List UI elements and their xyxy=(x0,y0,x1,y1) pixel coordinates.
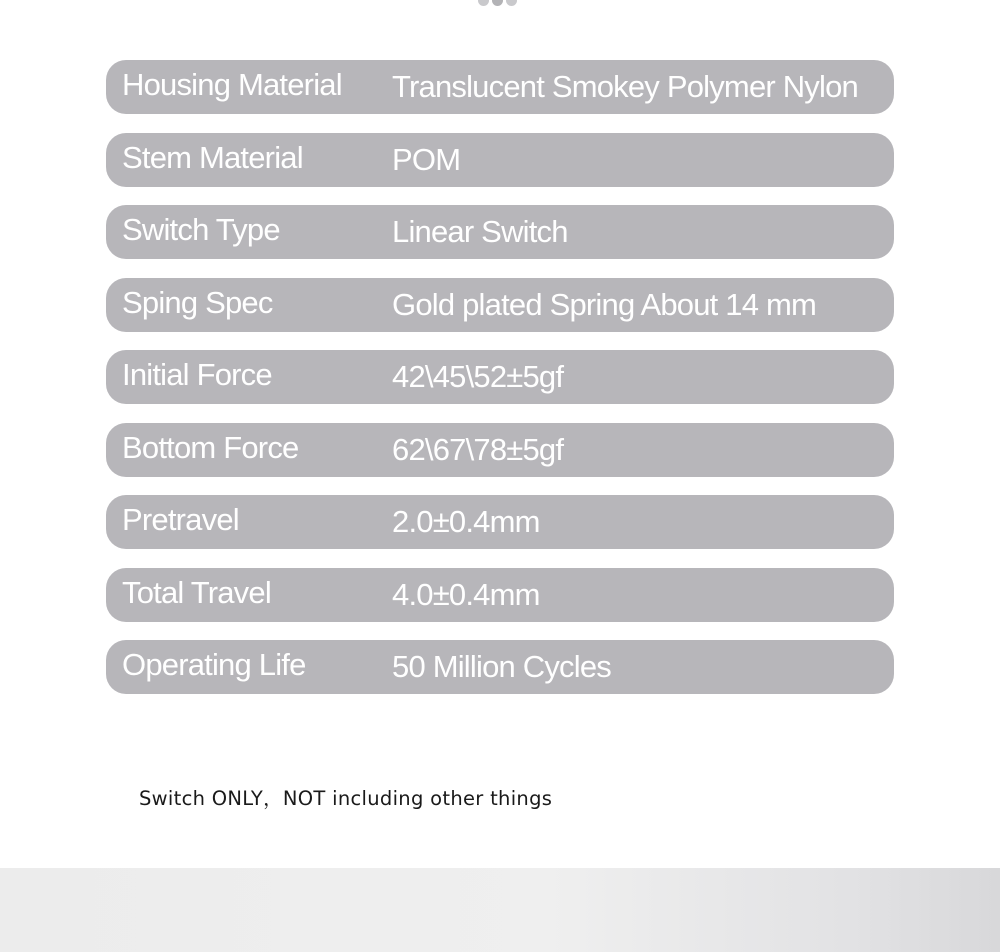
spec-label: Total Travel xyxy=(122,574,271,610)
spec-value: Gold plated Spring About 14 mm xyxy=(392,286,817,322)
spec-value: 42\45\52±5gf xyxy=(392,359,564,394)
spec-row-operating-life xyxy=(106,640,894,694)
spec-value: 2.0±0.4mm xyxy=(392,504,540,539)
spec-label: Switch Type xyxy=(122,212,280,247)
spec-value: Linear Switch xyxy=(392,214,568,249)
spec-value: 50 Million Cycles xyxy=(392,649,611,684)
spec-label: Initial Force xyxy=(122,357,272,392)
package-note: Switch ONLY，NOT including other things xyxy=(139,787,553,810)
spec-row-switch-type xyxy=(106,205,894,259)
spec-row-initial-force xyxy=(106,350,894,404)
spec-row-stem-material xyxy=(106,133,894,187)
spec-value: Translucent Smokey Polymer Nylon xyxy=(392,69,858,104)
spec-label: Sping Spec xyxy=(122,284,273,320)
spec-label: Stem Material xyxy=(122,139,303,175)
spec-label: Operating Life xyxy=(122,647,306,682)
spec-label: Housing Material xyxy=(122,67,342,102)
spec-value: POM xyxy=(392,141,461,177)
spec-value: 4.0±0.4mm xyxy=(392,576,540,612)
spec-row-bottom-force xyxy=(106,423,894,477)
spec-row-housing-material xyxy=(106,60,894,114)
spec-label: Bottom Force xyxy=(122,429,299,465)
next-section-background xyxy=(0,868,1000,952)
spec-label: Pretravel xyxy=(122,502,239,537)
spec-row-spring-spec xyxy=(106,278,894,332)
carousel-dot[interactable] xyxy=(506,0,517,6)
carousel-dots xyxy=(478,0,517,6)
spec-row-total-travel xyxy=(106,568,894,622)
spec-row-pretravel xyxy=(106,495,894,549)
carousel-dot[interactable] xyxy=(478,0,489,6)
spec-table xyxy=(106,60,894,713)
spec-value: 62\67\78±5gf xyxy=(392,431,564,467)
carousel-dot-active[interactable] xyxy=(492,0,503,6)
